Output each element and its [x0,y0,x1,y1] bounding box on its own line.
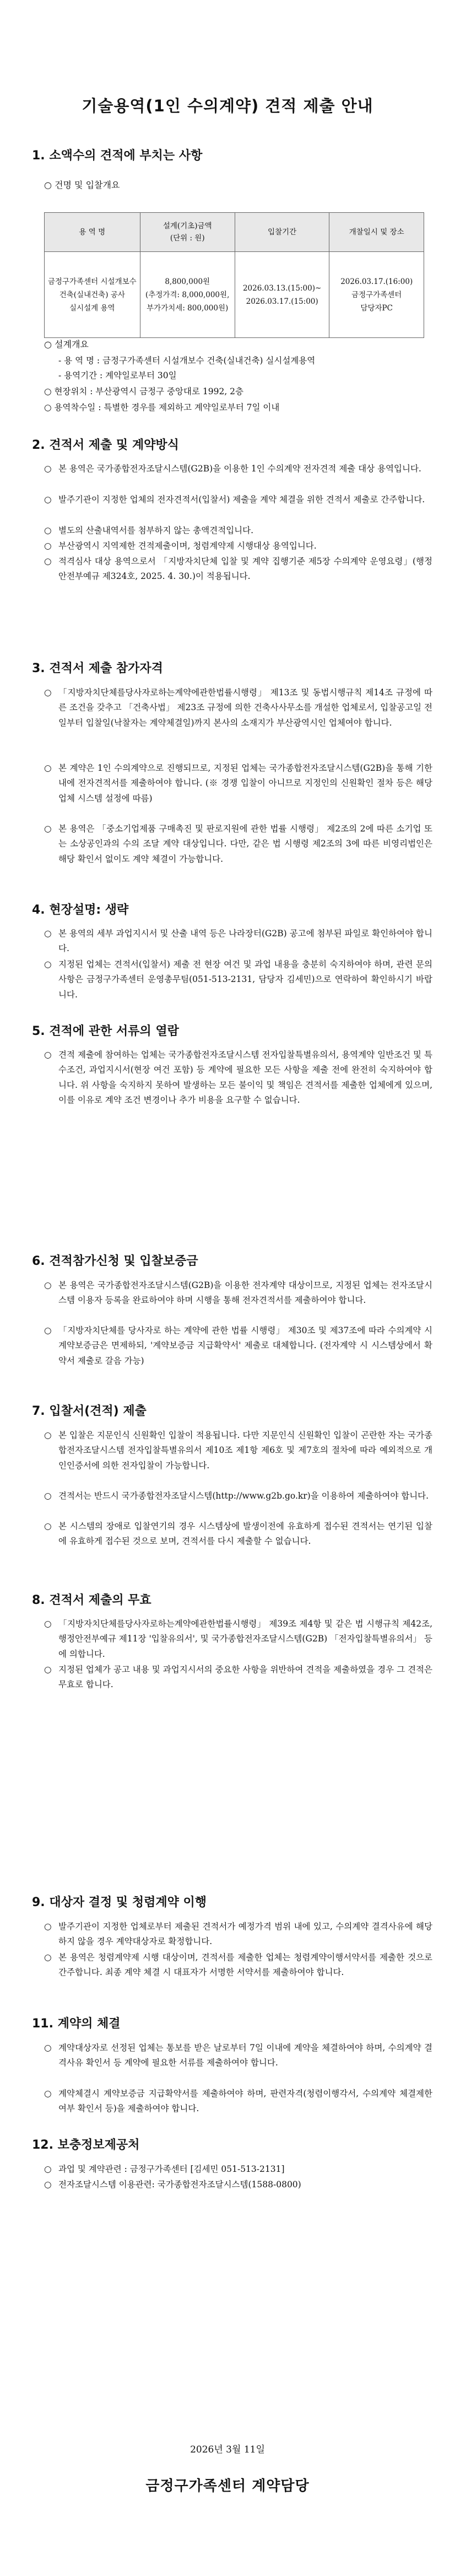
summary-line: ○ 용역착수일 : 특별한 경우를 제외하고 계약일로부터 7일 이내 [44,402,280,412]
list-item: ○ 적격심사 대상 용역으로서 「지방자치단체 입찰 및 계약 집행기준 제5장 수의계약 운영요령」(행정안전부예규 제324호, 2025. 4. 30.)이 적용됩니다. [44,556,432,582]
table-header-row [45,213,424,252]
list-item: ○ 지정된 업체가 공고 내용 및 과업지시서의 중요한 사항을 위반하여 견적을 제출하였을 경우 그 견적은 무효로 합니다. [44,1665,432,1690]
list-item: ○ 본 용역은 국가종합전자조달시스템(G2B)을 이용한 전자계약 대상이므로, 지정된 업체는 전자조달시스템 이용자 등록을 완료하여야 하며 시행을 통해 전자견적서를 제출하여야 합니다. [44,1280,432,1306]
col-header-period: 입찰기간 [235,213,329,252]
list-item: ○ 전자조달시스템 이용관련: 국가종합전자조달시스템(1588-0800) [44,2180,301,2189]
list-item: ○ 「지방자치단체를 당사자로 하는 계약에 관한 법률 시행령」 제30조 및 제37조에 따라 수의계약 시 계약보증금은 면제하되, '계약보증금 지급확약서' 제출로 대체합니다. (전자계약 시 시스템상에서 확약서 제출로 갈음 가능) [44,1325,432,1366]
list-item: ○ 본 시스템의 장애로 입찰연기의 경우 시스템상에 발생이전에 유효하게 접수된 견적서는 연기된 입찰에 유효하게 접수된 것으로 보며, 견적서를 다시 제출할 수 없습니다. [44,1521,432,1547]
list-item: ○ 지정된 업체는 견적서(입찰서) 제출 전 현장 여건 및 과업 내용을 충분히 숙지하여야 하며, 관련 문의사항은 금정구가족센터 운영총무팀(051-513-2131, 담당자 김세민)으로 연락하여 확인하시기 바랍니다. [44,959,432,1000]
list-item: ○ 계약체결시 계약보증금 지급확약서를 제출하여야 하며, 판련자격(청렴이행각서, 수의계약 체결제한여부 확인서 등)을 제출하여야 합니다. [44,2089,432,2114]
design-summary-label: ○ 설계개요 [44,339,89,350]
list-item: ○ 본 용역은 「중소기업제품 구매촉진 및 판로지원에 관한 법률 시행령」 제2조의 2에 따른 소기업 또는 소상공인과의 수의 조달 계약 대상입니다. 다만, 같은 법 시행령 제2조의 3에 따른 비영리법인은 해당 확인서 없이도 계약 체결이 가능합니다. [44,824,432,864]
section-8-heading: 8. 견적서 제출의 무효 [32,1593,151,1607]
section-1-heading: 1. 소액수의 견적에 부치는 사항 [32,149,203,163]
list-item: ○ 견적 제출에 참여하는 업체는 국가종합전자조달시스템 전자입찰특별유의서, 용역계약 일반조건 및 특수조건, 과업지시서(현장 여건 포함) 등 계약에 필요한 모든 사항을 제출 전에 완전히 숙지하여야 합니다. 위 사항을 숙지하지 못하여 발생하는 모든 불이익 및 책임은 견적서를 제출한 업체에게 있으며, 이를 이유로 계약 조건 변경이나 추가 비용을 요구할 수 없습니다. [44,1050,432,1105]
list-item: ○ 과업 및 계약관련 : 금정구가족센터 [김세민 051-513-2131] [44,2164,285,2174]
page-title: 기술용역(1인 수의계약) 견적 제출 안내 [82,96,373,115]
list-item: ○ 본 용역은 국가종합전자조달시스템(G2B)을 이용한 1인 수의계약 전자견적 제출 대상 용역입니다. [44,464,421,474]
cell-amount: 8,800,000원 (추정가격: 8,000,000원, 부가가치세: 800,000원) [140,252,235,338]
list-item: ○ 부산광역시 지역제한 견적제출이며, 청렴계약제 시행대상 용역입니다. [44,541,317,551]
col-header-amount: 설계(기초)금액 (단위 : 원) [140,213,235,252]
section-12-heading: 12. 보충정보제공처 [32,2138,140,2152]
list-item: ○ 본 용역의 세부 과업지시서 및 산출 내역 등은 나라장터(G2B) 공고에 첨부된 파일로 확인하여야 합니다. [44,929,432,954]
list-item: ○ 본 입찰은 지문인식 신원확인 입찰이 적용됩니다. 다만 지문인식 신원확인 입찰이 곤란한 자는 국가종합전자조달시스템 전자입찰특별유의서 제10조 제1항 제6호 및 제7호의 절차에 따라 예외적으로 개인인증서에 의한 전자입찰이 가능합니다. [44,1430,432,1471]
list-item: ○ 계약대상자로 선정된 업체는 통보를 받은 날로부터 7일 이내에 계약을 체결하여야 하며, 수의계약 결격사유 확인서 등 계약에 필요한 서류를 제출하여야 합니다. [44,2043,432,2068]
list-item: ○ 「지방자치단체를당사자로하는계약에관한법률시행령」 제39조 제4항 및 같은 법 시행규칙 제42조, 행정안전부예규 제11장 '입찰유의서', 및 국가종합전자조달시스템(G2B) 「전자입찰특별유의서」 등에 의합니다. [44,1619,432,1659]
section-5-heading: 5. 견적에 관한 서류의 열람 [32,1024,179,1038]
cell-project-name: 금정구가족센터 시설개보수 건축(실내건축) 공사 실시설계 용역 [45,252,140,338]
list-item: ○ 발주기관이 지정한 업체의 전자견적서(입찰서) 제출을 계약 체결을 위한 견적서 제출로 간주합니다. [44,495,425,505]
summary-line: - 용 역 명 : 금정구가족센터 시설개보수 건축(실내건축) 실시설계용역 [58,356,316,366]
section-11-heading: 11. 계약의 체결 [32,2017,121,2031]
cell-period: 2026.03.13.(15:00)~ 2026.03.17.(15:00) [235,252,329,338]
cell-opening: 2026.03.17.(16:00) 금정구가족센터 담당자PC [329,252,424,338]
section-7-heading: 7. 입찰서(견적) 제출 [32,1404,147,1418]
col-header-name: 용 역 명 [45,213,140,252]
list-item: ○ 「지방자치단체를당사자로하는계약에관한법률시행령」 제13조 및 동법시행규칙 제14조 규정에 따른 조건을 갖추고 「건축사법」 제23조 규정에 의한 건축사사무소를 개설한 업체로서, 입찰공고일 전일부터 입찰일(낙찰자는 계약체결일)까지 본사의 소재지가 부산광역시인 업체여야 합니다. [44,688,432,728]
section-2-heading: 2. 견적서 제출 및 계약방식 [32,438,179,452]
section-6-heading: 6. 견적참가신청 및 입찰보증금 [32,1254,198,1268]
summary-line: ○ 현장위치 : 부산광역시 금정구 중앙대로 1992, 2층 [44,387,244,396]
summary-line: - 용역기간 : 계약일로부터 30일 [58,371,177,380]
bid-overview-label: ○ 건명 및 입찰개요 [44,180,120,190]
list-item: ○ 견적서는 반드시 국가종합전자조달시스템(http://www.g2b.go.kr)을 이용하여 제출하여야 합니다. [44,1491,429,1501]
col-header-opening: 개찰일시 및 장소 [329,213,424,252]
issuing-organization: 금정구가족센터 계약담당 [145,2478,310,2494]
section-9-heading: 9. 대상자 결정 및 청렴계약 이행 [32,1896,207,1909]
bid-overview-table [44,212,424,338]
table-row [45,252,424,338]
section-3-heading: 3. 견적서 제출 참가자격 [32,662,163,675]
issue-date: 2026년 3월 11일 [190,2444,265,2455]
list-item: ○ 본 계약은 1인 수의계약으로 진행되므로, 지정된 업체는 국가종합전자조달시스템(G2B)을 통해 기한 내에 전자견적서를 제출하여야 합니다. (※ 경쟁 입찰이 아니므로 지정인의 신원확인 절차 등은 해당 업체 시스템 설정에 따름) [44,763,432,803]
list-item: ○ 별도의 산출내역서를 첨부하지 않는 총액견적입니다. [44,525,254,535]
list-item: ○ 본 용역은 청렴계약제 시행 대상이며, 견적서를 제출한 업체는 청렴계약이행서약서를 제출한 것으로 간주합니다. 최종 계약 체결 시 대표자가 서명한 서약서를 제출하여야 합니다. [44,1952,432,1978]
list-item: ○ 발주기관이 지정한 업체로부터 제출된 견적서가 예정가격 범위 내에 있고, 수의계약 결격사유에 해당하지 않을 경우 계약대상자로 확정합니다. [44,1922,432,1947]
section-4-heading: 4. 현장설명: 생략 [32,903,129,917]
